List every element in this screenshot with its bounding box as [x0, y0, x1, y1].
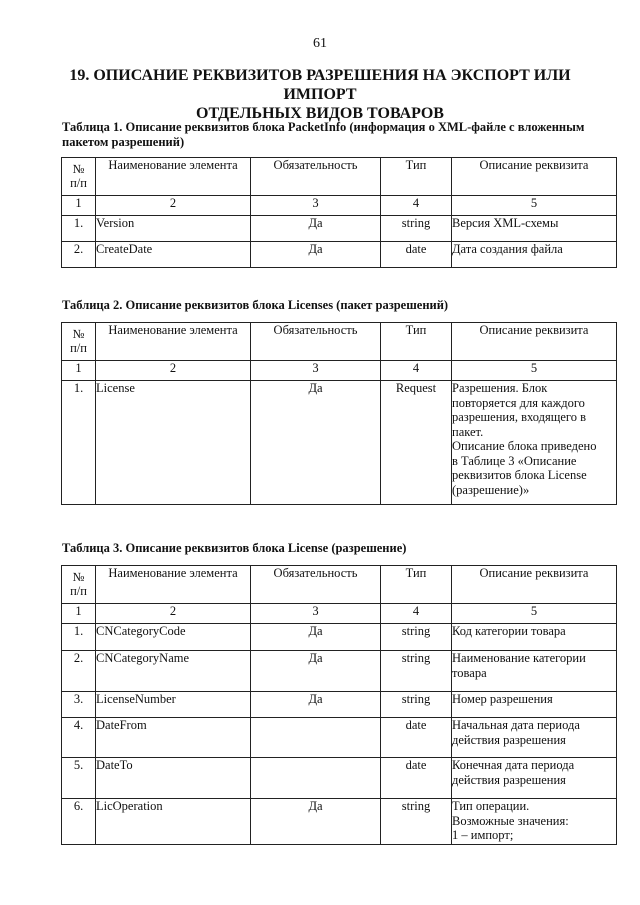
- description-line: Разрешения. Блок: [452, 381, 548, 395]
- header-row: [62, 158, 617, 196]
- column-header-type: Тип: [381, 566, 452, 604]
- column-index-cell: 1: [62, 361, 96, 381]
- required-value: Да: [251, 242, 381, 268]
- column-header-name: Наименование элемента: [96, 323, 251, 361]
- type-value: string: [381, 624, 452, 651]
- description-line: Конечная дата периода: [452, 758, 575, 772]
- description-cell: [452, 381, 617, 505]
- required-value: Да: [251, 692, 381, 718]
- description-cell: [452, 692, 617, 718]
- element-name: DateFrom: [96, 718, 251, 758]
- table-row: [62, 718, 617, 758]
- table-1-caption-line-1: Таблица 1. Описание реквизитов блока PacketInfo (информация о XML-файле с вложенным: [62, 120, 585, 134]
- section-title-line-2: ОТДЕЛЬНЫХ ВИДОВ ТОВАРОВ: [196, 105, 444, 122]
- description-line: действия разрешения: [452, 732, 566, 747]
- description-line: Дата создания файла: [452, 242, 563, 256]
- table-2-caption: Таблица 2. Описание реквизитов блока Licenses (пакет разрешений): [62, 298, 449, 312]
- column-header-required: Обязательность: [251, 323, 381, 361]
- element-name: DateTo: [96, 758, 251, 799]
- required-value: Да: [251, 216, 381, 242]
- table-1-caption: [62, 120, 622, 150]
- column-header-num: [62, 158, 96, 196]
- element-name: License: [96, 381, 251, 505]
- table-2: [61, 322, 617, 505]
- column-index-cell: 5: [452, 361, 617, 381]
- column-header-type: Тип: [381, 323, 452, 361]
- column-index-cell: 2: [96, 196, 251, 216]
- description-line: Код категории товара: [452, 624, 566, 638]
- column-header-num-line-2: п/п: [70, 341, 87, 355]
- row-number: 1.: [62, 381, 96, 505]
- column-index-cell: 5: [452, 604, 617, 624]
- element-name: LicenseNumber: [96, 692, 251, 718]
- column-header-type: Тип: [381, 158, 452, 196]
- element-name: LicOperation: [96, 799, 251, 845]
- type-value: string: [381, 799, 452, 845]
- table-row: [62, 381, 617, 505]
- column-index-row: [62, 604, 617, 624]
- column-header-num-line-1: №: [72, 570, 85, 584]
- column-header-num-line-2: п/п: [70, 584, 87, 598]
- type-value: date: [381, 242, 452, 268]
- column-index-cell: 5: [452, 196, 617, 216]
- type-value: date: [381, 758, 452, 799]
- table-row: [62, 799, 617, 845]
- column-header-num-line-1: №: [72, 162, 85, 176]
- description-line: (разрешение)»: [452, 482, 530, 497]
- description-line: Наименование категории: [452, 651, 586, 665]
- description-line: Описание блока приведено: [452, 439, 597, 453]
- description-line: товара: [452, 665, 487, 680]
- column-index-row: [62, 361, 617, 381]
- column-index-cell: 2: [96, 361, 251, 381]
- element-name: CreateDate: [96, 242, 251, 268]
- table-1-caption-line-2: пакетом разрешений): [62, 135, 185, 149]
- row-number: 2.: [62, 242, 96, 268]
- description-line: Тип операции.: [452, 799, 530, 813]
- description-line: разрешения, входящего в: [452, 410, 587, 424]
- element-name: CNCategoryName: [96, 651, 251, 692]
- description-line: Возможные значения:: [452, 813, 569, 828]
- description-line: действия разрешения: [452, 772, 566, 787]
- description-line: 1 – импорт;: [452, 828, 514, 842]
- description-cell: [452, 651, 617, 692]
- description-cell: [452, 718, 617, 758]
- type-value: string: [381, 692, 452, 718]
- page-number: 61: [313, 36, 327, 51]
- row-number: 6.: [62, 799, 96, 845]
- column-index-cell: 1: [62, 604, 96, 624]
- element-name: Version: [96, 216, 251, 242]
- column-header-name: Наименование элемента: [96, 158, 251, 196]
- type-value: string: [381, 651, 452, 692]
- description-line: Версия XML-схемы: [452, 216, 559, 230]
- column-header-num: [62, 566, 96, 604]
- column-header-required: Обязательность: [251, 566, 381, 604]
- element-name: CNCategoryCode: [96, 624, 251, 651]
- required-value: [251, 758, 381, 799]
- description-cell: [452, 799, 617, 845]
- column-index-cell: 1: [62, 196, 96, 216]
- column-header-description: Описание реквизита: [452, 158, 617, 196]
- description-cell: [452, 216, 617, 242]
- required-value: Да: [251, 381, 381, 505]
- required-value: Да: [251, 651, 381, 692]
- row-number: 1.: [62, 216, 96, 242]
- description-line: в Таблице 3 «Описание: [452, 453, 577, 468]
- column-header-description: Описание реквизита: [452, 323, 617, 361]
- description-line: пакет.: [452, 424, 484, 439]
- description-line: реквизитов блока License: [452, 468, 587, 482]
- type-value: string: [381, 216, 452, 242]
- column-index-cell: 3: [251, 604, 381, 624]
- required-value: Да: [251, 799, 381, 845]
- header-row: [62, 566, 617, 604]
- table-3: [61, 565, 617, 845]
- row-number: 4.: [62, 718, 96, 758]
- required-value: [251, 718, 381, 758]
- description-line: Начальная дата периода: [452, 718, 580, 732]
- column-header-num-line-2: п/п: [70, 176, 87, 190]
- column-header-num-line-1: №: [72, 327, 85, 341]
- column-header-num: [62, 323, 96, 361]
- description-line: повторяется для каждого: [452, 395, 585, 410]
- table-row: [62, 242, 617, 268]
- header-row: [62, 323, 617, 361]
- table-row: [62, 216, 617, 242]
- table-3-caption: Таблица 3. Описание реквизитов блока License (разрешение): [62, 541, 407, 555]
- table-row: [62, 624, 617, 651]
- table-row: [62, 758, 617, 799]
- row-number: 2.: [62, 651, 96, 692]
- column-index-cell: 4: [381, 196, 452, 216]
- type-value: Request: [381, 381, 452, 505]
- description-cell: [452, 758, 617, 799]
- table-row: [62, 651, 617, 692]
- table-row: [62, 692, 617, 718]
- table-1: [61, 157, 617, 268]
- column-index-cell: 4: [381, 361, 452, 381]
- column-index-cell: 3: [251, 361, 381, 381]
- row-number: 3.: [62, 692, 96, 718]
- column-index-cell: 4: [381, 604, 452, 624]
- column-index-row: [62, 196, 617, 216]
- column-header-name: Наименование элемента: [96, 566, 251, 604]
- description-line: Номер разрешения: [452, 692, 553, 706]
- section-title-line-1: 19. ОПИСАНИЕ РЕКВИЗИТОВ РАЗРЕШЕНИЯ НА ЭКСПОРТ ИЛИ ИМПОРТ: [69, 67, 571, 103]
- description-cell: [452, 242, 617, 268]
- column-header-required: Обязательность: [251, 158, 381, 196]
- row-number: 5.: [62, 758, 96, 799]
- type-value: date: [381, 718, 452, 758]
- column-index-cell: 3: [251, 196, 381, 216]
- required-value: Да: [251, 624, 381, 651]
- section-title: [40, 66, 600, 123]
- description-cell: [452, 624, 617, 651]
- row-number: 1.: [62, 624, 96, 651]
- column-header-description: Описание реквизита: [452, 566, 617, 604]
- column-index-cell: 2: [96, 604, 251, 624]
